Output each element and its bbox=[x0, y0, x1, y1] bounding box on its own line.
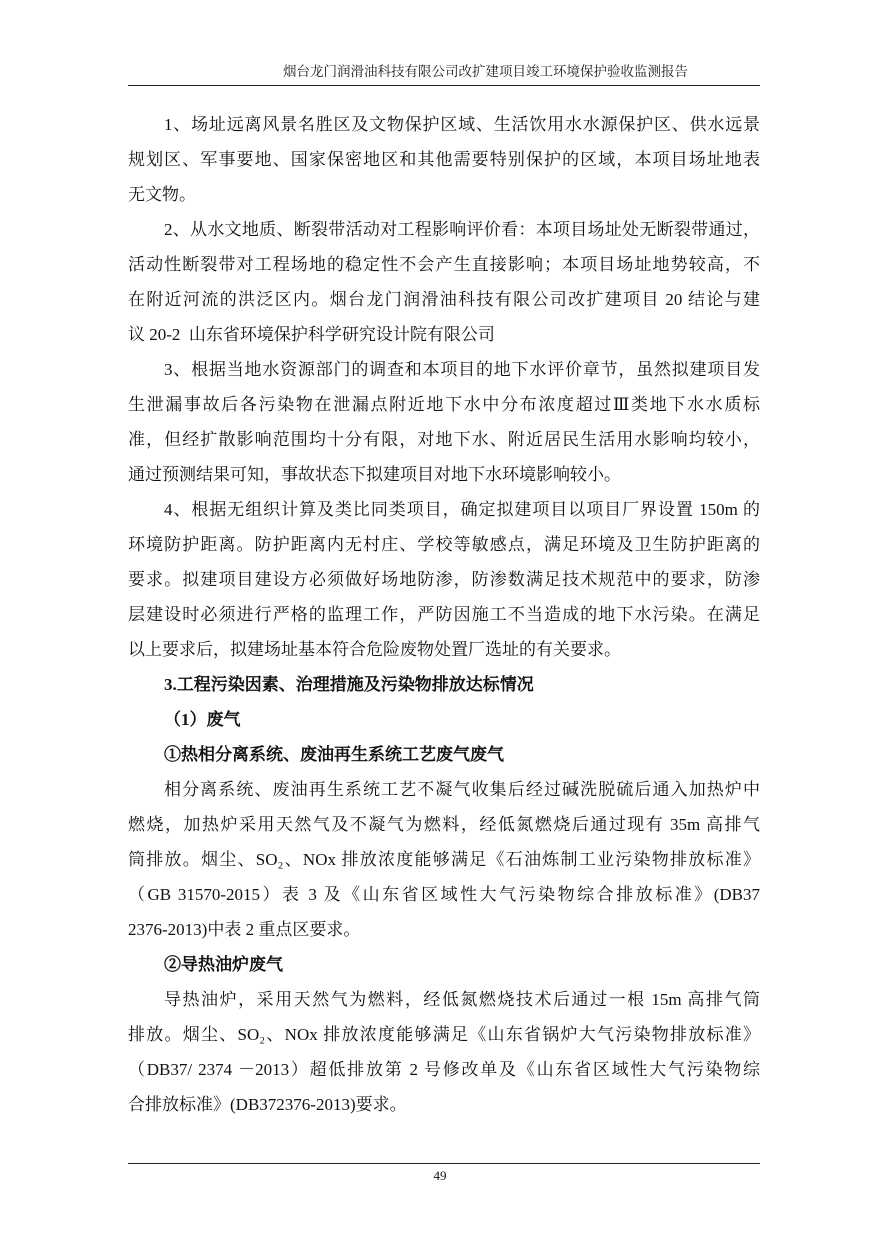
body-text bbox=[128, 107, 760, 1122]
paragraph-line: 4、根据无组织计算及类比同类项目，确定拟建项目以项目厂界设置 150m 的 bbox=[164, 500, 760, 519]
paragraph bbox=[128, 492, 760, 667]
paragraph-line: 要求。拟建项目建设方必须做好场地防渗，防渗数满足技术规范中的要求，防渗 bbox=[128, 570, 760, 589]
paragraph-line: 合排放标准》(DB372376-2013)要求。 bbox=[128, 1095, 407, 1114]
paragraph-line: 活动性断裂带对工程场地的稳定性不会产生直接影响；本项目场址地势较高，不 bbox=[128, 255, 760, 274]
paragraph-line: 燃烧，加热炉采用天然气及不凝气为燃料，经低氮燃烧后通过现有 35m 高排气 bbox=[128, 815, 760, 834]
paragraph-line: 准，但经扩散影响范围均十分有限，对地下水、附近居民生活用水影响均较小， bbox=[128, 430, 760, 449]
paragraph bbox=[128, 107, 760, 212]
paragraph-line: 层建设时必须进行严格的监理工作，严防因施工不当造成的地下水污染。在满足 bbox=[128, 605, 760, 624]
paragraph-line: 通过预测结果可知，事故状态下拟建项目对地下水环境影响较小。 bbox=[128, 465, 621, 484]
paragraph bbox=[128, 982, 760, 1122]
paragraph bbox=[128, 352, 760, 492]
paragraph-line: 2、从水文地质、断裂带活动对工程影响评价看：本项目场址处无断裂带通过， bbox=[164, 220, 760, 239]
paragraph-line: 议 20-2 山东省环境保护科学研究设计院有限公司 bbox=[128, 325, 495, 344]
paragraph-line: 规划区、军事要地、国家保密地区和其他需要特别保护的区域，本项目场址地表 bbox=[128, 150, 760, 169]
paragraph-line: 3、根据当地水资源部门的调查和本项目的地下水评价章节，虽然拟建项目发 bbox=[164, 360, 760, 379]
part-title: ②导热油炉废气 bbox=[164, 955, 283, 974]
paragraph-line: 生泄漏事故后各污染物在泄漏点附近地下水中分布浓度超过Ⅲ类地下水水质标 bbox=[128, 395, 760, 414]
paragraph bbox=[128, 212, 760, 352]
paragraph-line: 导热油炉，采用天然气为燃料，经低氮燃烧技术后通过一根 15m 高排气筒 bbox=[164, 990, 760, 1009]
subsection-heading: （1）废气 bbox=[164, 710, 241, 729]
paragraph-line: 环境防护距离。防护距离内无村庄、学校等敏感点，满足环境及卫生防护距离的 bbox=[128, 535, 760, 554]
footer-rule bbox=[128, 1163, 760, 1164]
paragraph-line: 筒排放。烟尘、SO₂、NOx 排放浓度能够满足《石油炼制工业污染物排放标准》 bbox=[128, 850, 760, 869]
paragraph-line: 排放。烟尘、SO₂、NOx 排放浓度能够满足《山东省锅炉大气污染物排放标准》 bbox=[128, 1025, 760, 1044]
paragraph bbox=[128, 772, 760, 947]
page-header-title: 烟台龙门润滑油科技有限公司改扩建项目竣工环境保护验收监测报告 bbox=[283, 64, 688, 79]
paragraph-line: 无文物。 bbox=[128, 185, 196, 204]
paragraph-line: 1、场址远离风景名胜区及文物保护区域、生活饮用水水源保护区、供水远景 bbox=[164, 115, 760, 134]
paragraph-line: （DB37/ 2374 －2013）超低排放第 2 号修改单及《山东省区域性大气污染物综 bbox=[128, 1060, 760, 1079]
paragraph-line: 以上要求后，拟建场址基本符合危险废物处置厂选址的有关要求。 bbox=[128, 640, 621, 659]
paragraph-line: 在附近河流的洪泛区内。烟台龙门润滑油科技有限公司改扩建项目 20 结论与建 bbox=[128, 290, 760, 309]
part-title: ①热相分离系统、废油再生系统工艺废气废气 bbox=[164, 745, 504, 764]
paragraph-line: 2376-2013)中表 2 重点区要求。 bbox=[128, 920, 361, 939]
paragraph-line: 相分离系统、废油再生系统工艺不凝气收集后经过碱洗脱硫后通入加热炉中 bbox=[164, 780, 760, 799]
section-heading: 3.工程污染因素、治理措施及污染物排放达标情况 bbox=[164, 675, 534, 694]
page-number: 49 bbox=[433, 1168, 447, 1183]
header-rule bbox=[128, 85, 760, 86]
paragraph-line: （GB 31570-2015）表 3 及《山东省区域性大气污染物综合排放标准》(DB37 bbox=[128, 885, 760, 904]
